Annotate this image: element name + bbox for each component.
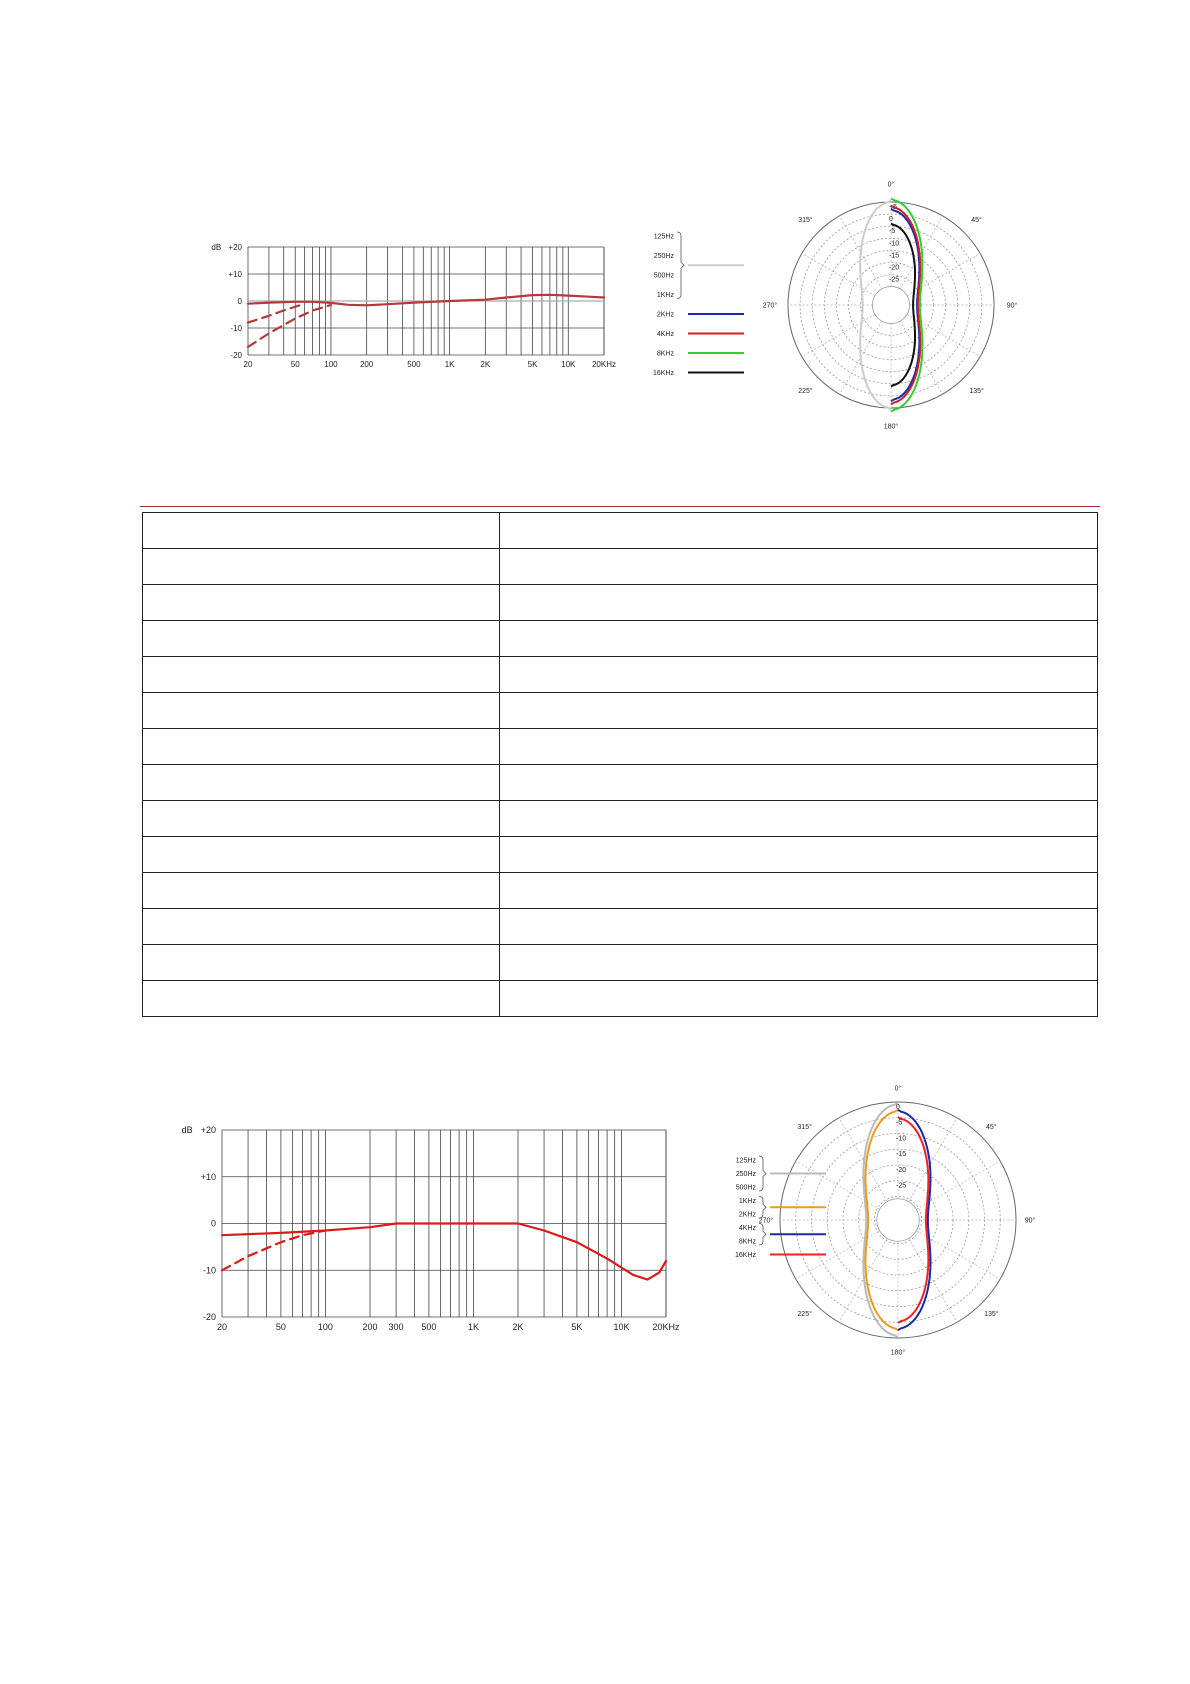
response-line-dashed	[222, 1231, 325, 1271]
y-tick-label: +10	[200, 1171, 216, 1182]
y-tick-label: +10	[228, 269, 242, 279]
table-row	[143, 729, 1098, 765]
x-tick-label: 2K	[480, 360, 491, 369]
spec-value-cell	[500, 549, 1098, 585]
angle-label: 315°	[798, 216, 813, 224]
spec-value-cell	[500, 513, 1098, 549]
spec-label-cell	[143, 909, 500, 945]
x-tick-label: 1K	[467, 1322, 479, 1332]
y-tick-label: +20	[228, 242, 242, 252]
spec-value-cell	[500, 621, 1098, 657]
x-tick-label: 500	[421, 1322, 437, 1332]
radial-label: +5	[889, 204, 897, 211]
x-tick-label: 300	[388, 1322, 404, 1332]
spec-label-cell	[143, 513, 500, 549]
angle-label: 0°	[887, 181, 895, 189]
x-tick-label: 2K	[512, 1322, 524, 1332]
spec-label-cell	[143, 657, 500, 693]
table-row	[143, 657, 1098, 693]
x-tick-label: 20	[243, 360, 253, 369]
table-row	[143, 621, 1098, 657]
angle-label: 270°	[758, 1217, 774, 1225]
legend-label: 500Hz	[735, 1184, 756, 1192]
table-row	[143, 873, 1098, 909]
spec-label-cell	[143, 549, 500, 585]
legend-label: 2KHz	[738, 1211, 756, 1219]
spec-label-cell	[143, 837, 500, 873]
radial-label: -25	[896, 1182, 907, 1190]
x-tick-label: 5K	[571, 1322, 583, 1332]
spec-label-cell	[143, 765, 500, 801]
angle-label: 90°	[1024, 1217, 1036, 1225]
spec-value-cell	[500, 981, 1098, 1017]
spec-value-cell	[500, 945, 1098, 981]
y-unit-label: dB	[181, 1125, 193, 1136]
legend-brace	[759, 1197, 766, 1219]
radial-label: -5	[896, 1119, 903, 1127]
table-row	[143, 513, 1098, 549]
y-tick-label: 0	[237, 296, 242, 306]
spec-label-cell	[143, 693, 500, 729]
x-tick-label: 50	[275, 1322, 286, 1332]
angle-label: 45°	[971, 216, 982, 224]
radial-label: -20	[889, 264, 900, 272]
legend-brace	[677, 232, 684, 299]
y-tick-label: -10	[202, 1265, 216, 1276]
y-tick-label: -20	[202, 1312, 216, 1323]
response-line	[248, 295, 604, 306]
polar-spoke	[802, 254, 875, 296]
legend-label: 1KHz	[738, 1197, 756, 1205]
radial-label: -20	[896, 1166, 907, 1174]
x-tick-label: 50	[290, 360, 300, 369]
legend-label: 16KHz	[652, 369, 674, 377]
legend-label: 4KHz	[738, 1224, 756, 1232]
angle-label: 90°	[1006, 302, 1018, 310]
polar-pattern-chart-1	[640, 170, 1040, 440]
legend-label: 8KHz	[656, 350, 674, 358]
angle-label: 135°	[984, 1310, 999, 1318]
angle-label: 135°	[969, 388, 984, 396]
spec-value-cell	[500, 693, 1098, 729]
y-unit-label: dB	[211, 242, 222, 252]
spec-value-cell	[500, 873, 1098, 909]
spec-label-cell	[143, 729, 500, 765]
x-tick-label: 500	[407, 360, 421, 369]
spec-label-cell	[143, 873, 500, 909]
x-tick-label: 20	[216, 1322, 228, 1332]
angle-label: 45°	[986, 1124, 997, 1132]
spec-value-cell	[500, 909, 1098, 945]
spec-value-cell	[500, 585, 1098, 621]
table-row	[143, 765, 1098, 801]
x-tick-label: 200	[362, 1322, 378, 1332]
spec-label-cell	[143, 585, 500, 621]
radial-label: -15	[889, 252, 900, 260]
spec-value-cell	[500, 729, 1098, 765]
table-row	[143, 909, 1098, 945]
section-divider	[140, 506, 1100, 507]
spec-value-cell	[500, 837, 1098, 873]
radial-label: -10	[889, 240, 900, 248]
table-row	[143, 585, 1098, 621]
y-tick-label: 0	[210, 1218, 216, 1229]
legend-label: 8KHz	[738, 1238, 756, 1246]
legend-label: 500Hz	[653, 272, 674, 280]
table-row	[143, 981, 1098, 1017]
x-tick-label: 1K	[444, 360, 455, 369]
spec-label-cell	[143, 981, 500, 1017]
angle-label: 315°	[797, 1124, 812, 1132]
x-tick-label: 20KHz	[591, 360, 617, 369]
frequency-response-chart-2	[180, 1115, 690, 1345]
legend-brace	[759, 1224, 766, 1246]
x-tick-label: 100	[324, 360, 338, 369]
response-line-dashed	[248, 304, 305, 323]
response-line	[222, 1224, 666, 1280]
table-row	[143, 945, 1098, 981]
spec-label-cell	[143, 621, 500, 657]
angle-label: 225°	[797, 1310, 812, 1318]
x-tick-label: 200	[359, 360, 374, 369]
radial-label: -10	[896, 1135, 907, 1143]
spec-label-cell	[143, 801, 500, 837]
spec-value-cell	[500, 765, 1098, 801]
table-row	[143, 801, 1098, 837]
spec-table	[142, 512, 1098, 1017]
angle-label: 180°	[883, 423, 899, 431]
y-tick-label: +20	[200, 1125, 216, 1136]
radial-label: -5	[889, 228, 896, 236]
legend-label: 4KHz	[656, 330, 674, 338]
x-tick-label: 100	[317, 1322, 333, 1332]
table-row	[143, 693, 1098, 729]
legend-label: 125Hz	[653, 233, 674, 241]
x-tick-label: 5K	[527, 360, 538, 369]
radial-label: -15	[896, 1151, 907, 1159]
spec-value-cell	[500, 801, 1098, 837]
legend-brace	[759, 1156, 766, 1191]
legend-label: 1KHz	[656, 291, 674, 299]
legend-label: 2KHz	[656, 311, 674, 319]
x-tick-label: 10K	[613, 1322, 630, 1332]
legend-label: 250Hz	[653, 252, 674, 260]
polar-center	[872, 286, 909, 323]
polar-pattern-chart-2	[720, 1080, 1080, 1360]
x-tick-label: 10K	[561, 360, 576, 369]
radial-label: 0	[896, 1104, 900, 1111]
angle-label: 225°	[798, 388, 813, 396]
x-tick-label: 20KHz	[652, 1322, 680, 1332]
legend-label: 250Hz	[735, 1170, 756, 1178]
radial-label: -25	[889, 276, 900, 284]
polar-center	[877, 1199, 919, 1241]
y-tick-label: -20	[230, 350, 242, 360]
table-row	[143, 837, 1098, 873]
polar-legend	[735, 1156, 826, 1259]
polar-spoke	[802, 314, 875, 356]
spec-value-cell	[500, 657, 1098, 693]
y-tick-label: -10	[230, 323, 242, 333]
spec-label-cell	[143, 945, 500, 981]
angle-label: 270°	[762, 302, 778, 310]
radial-label: 0	[889, 216, 893, 224]
angle-label: 0°	[894, 1085, 902, 1093]
table-row	[143, 549, 1098, 585]
angle-label: 180°	[890, 1349, 906, 1357]
frequency-response-chart-1	[200, 235, 620, 375]
legend-label: 125Hz	[735, 1157, 756, 1165]
polar-legend	[653, 232, 744, 377]
legend-label: 16KHz	[734, 1251, 756, 1259]
response-line-dashed	[248, 305, 331, 347]
